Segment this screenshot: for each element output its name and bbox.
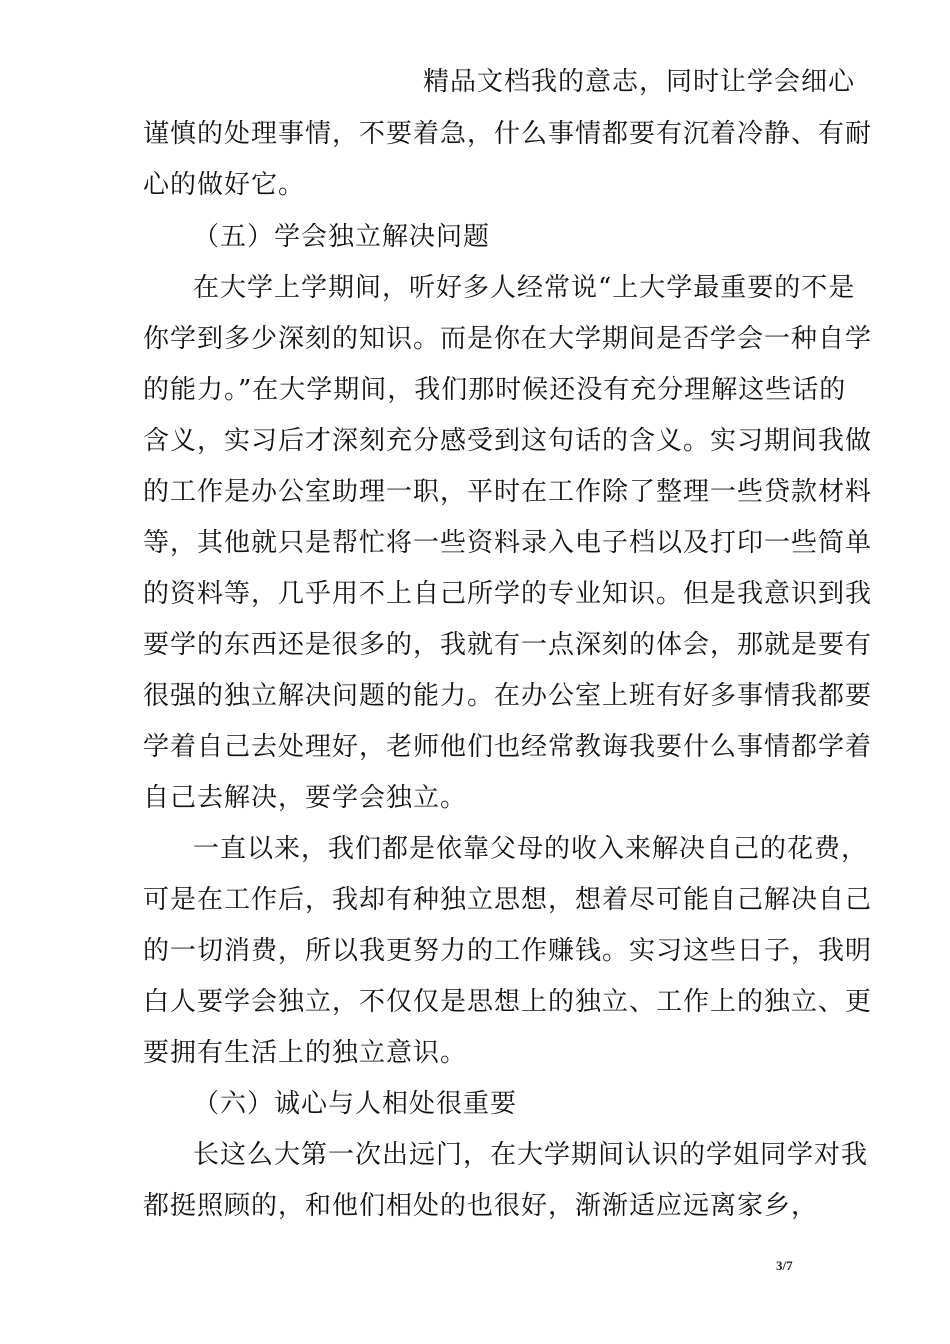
section-heading-6: （六）诚心与人相处很重要 [193,1089,518,1119]
text-line-19: 白人要学会独立，不仅仅是思想上的独立、工作上的独立、更 [143,987,873,1017]
page-number: 3/7 [776,1258,793,1273]
section-heading-5: （五）学会独立解决问题 [193,222,491,252]
text-line-14: 学着自己去处理好，老师他们也经常教诲我要什么事情都学着 [143,732,873,762]
text-line-5: 在大学上学期间，听好多人经常说“上大学最重要的不是 [193,273,856,303]
text-line-17: 可是在工作后，我却有种独立思想，想着尽可能自己解决自己 [143,885,873,915]
text-line-7: 的能力。”在大学期间，我们那时候还没有充分理解这些话的 [143,375,847,405]
text-line-6: 你学到多少深刻的知识。而是你在大学期间是否学会一种自学 [143,324,873,354]
text-line-22: 长这么大第一次出远门，在大学期间认识的学姐同学对我 [193,1140,869,1170]
text-line-10: 等，其他就只是帮忙将一些资料录入电子档以及打印一些简单 [143,528,873,558]
text-line-23: 都挺照顾的，和他们相处的也很好，渐渐适应远离家乡， [143,1191,819,1221]
text-line-8: 含义，实习后才深刻充分感受到这句话的含义。实习期间我做 [143,426,873,456]
text-line-15: 自己去解决，要学会独立。 [143,783,468,813]
text-line-12: 要学的东西还是很多的，我就有一点深刻的体会，那就是要有 [143,630,873,660]
text-line-13: 很强的独立解决问题的能力。在办公室上班有好多事情我都要 [143,681,873,711]
text-line-3: 心的做好它。 [143,170,306,200]
text-line-1: 精品文档我的意志，同时让学会细心 [423,67,856,97]
text-line-9: 的工作是办公室助理一职，平时在工作除了整理一些贷款材料 [143,477,873,507]
text-line-20: 要拥有生活上的独立意识。 [143,1038,468,1068]
text-line-2: 谨慎的处理事情，不要着急，什么事情都要有沉着冷静、有耐 [143,119,873,149]
text-line-16: 一直以来，我们都是依靠父母的收入来解决自己的花费， [193,834,869,864]
text-line-18: 的一切消费，所以我更努力的工作赚钱。实习这些日子，我明 [143,936,873,966]
text-line-11: 的资料等，几乎用不上自己所学的专业知识。但是我意识到我 [143,579,873,609]
